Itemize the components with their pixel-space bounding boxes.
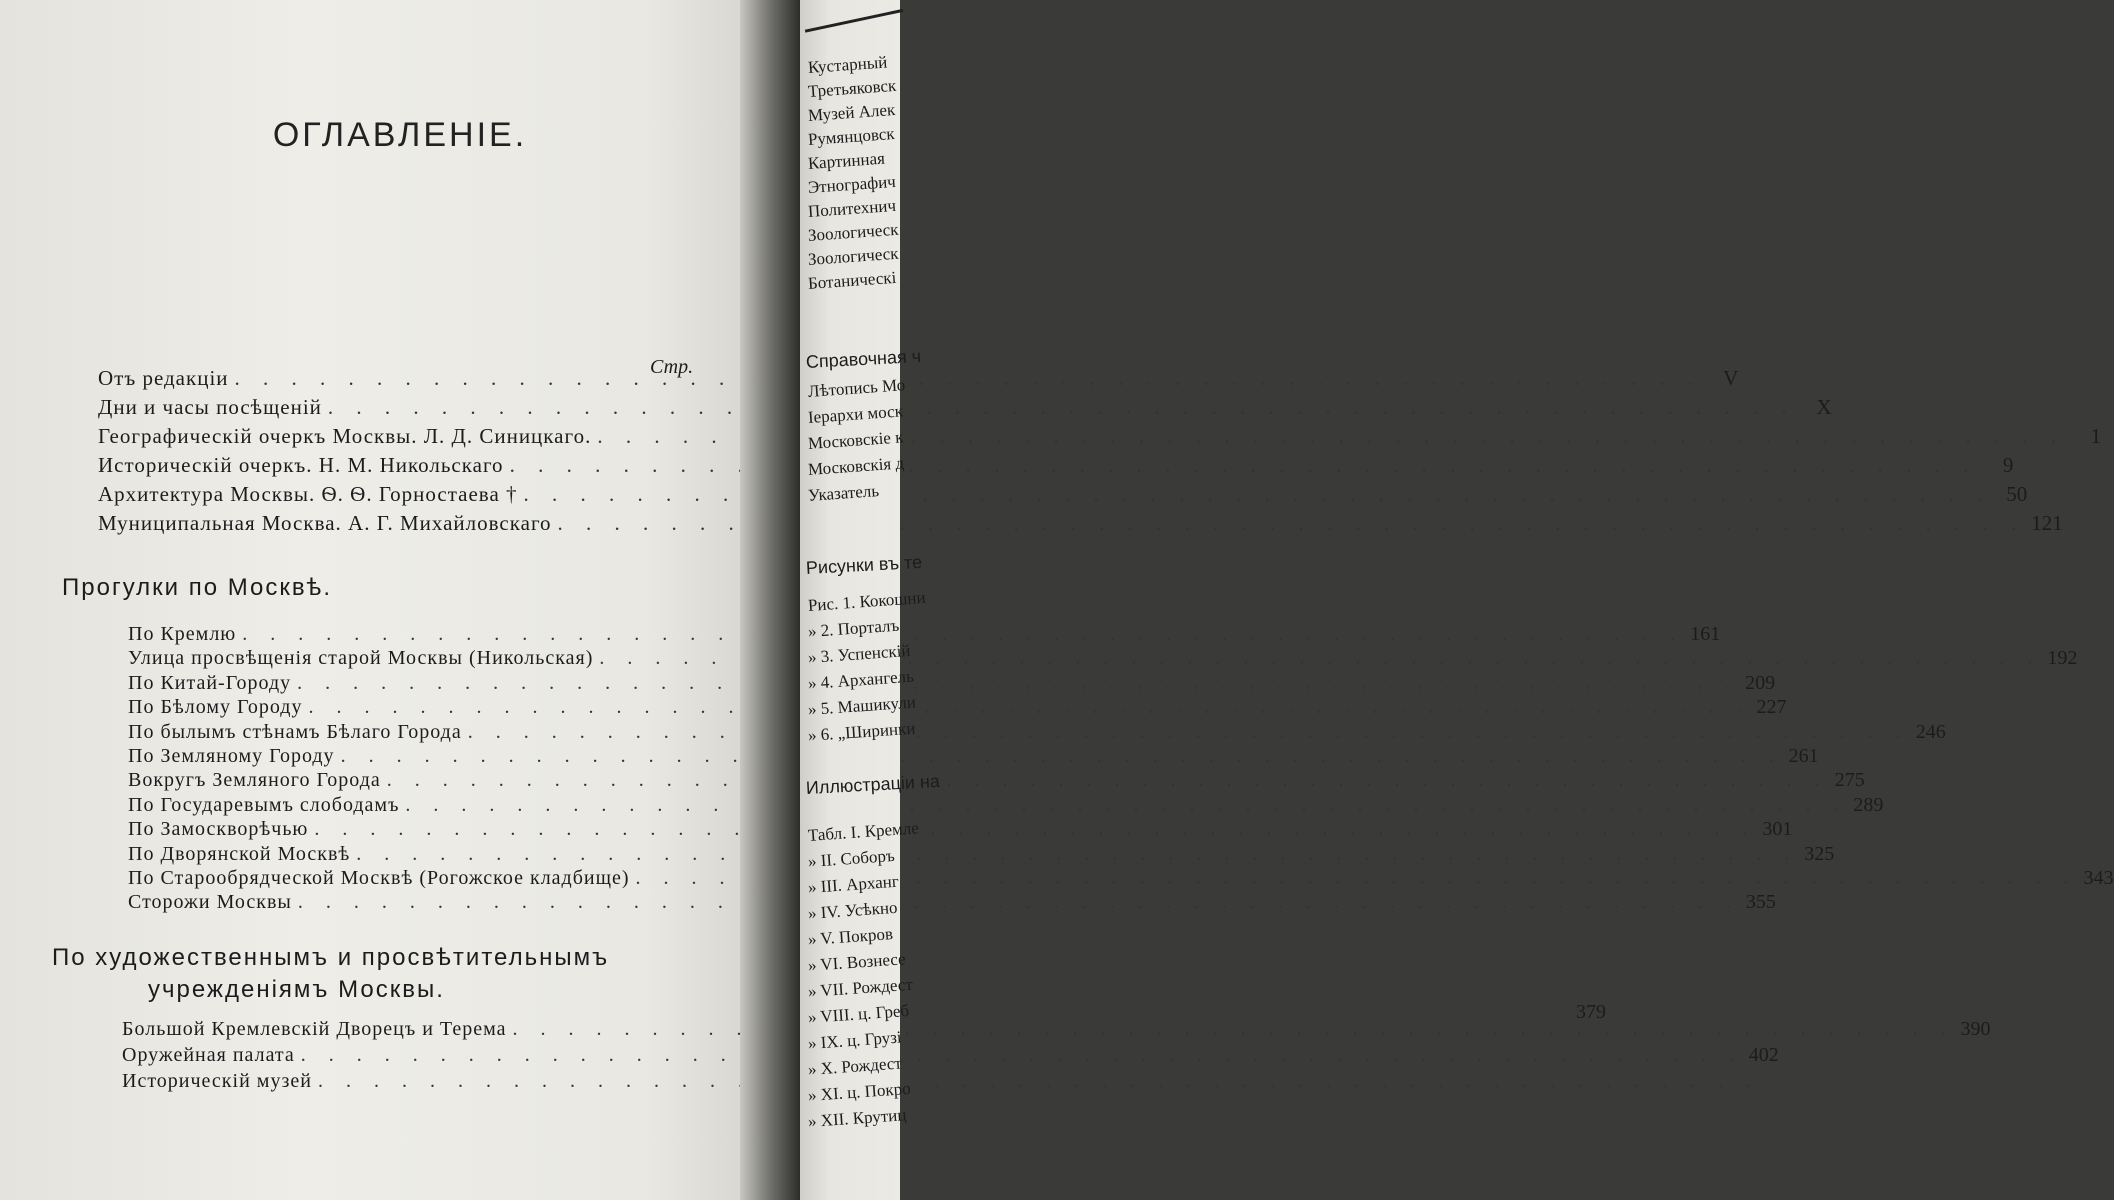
right-page-line: Зоологическ <box>807 219 900 245</box>
toc-page-number: 261 <box>1788 745 1819 767</box>
walks-section-title: Прогулки по Москвѣ. <box>62 574 332 601</box>
right-page-line: Кустарный <box>807 52 888 77</box>
toc-entry-label: Муниципальная Москва. А. Г. Михайловскаго <box>98 511 552 535</box>
toc-page-number: 227 <box>1756 696 1787 719</box>
dot-leader <box>242 622 1684 646</box>
right-page-line: » 4. Архангель <box>807 666 915 693</box>
right-page-line: » VII. Рождест <box>807 974 914 1001</box>
right-page-heading: Рисунки въ те <box>805 551 923 578</box>
toc-page-number: 275 <box>1834 769 1865 792</box>
right-page-line: » II. Соборъ <box>807 845 896 871</box>
dot-leader <box>308 695 1750 719</box>
dot-leader <box>318 1069 1760 1093</box>
dot-leader <box>405 793 1847 817</box>
right-page-heading: Справочная ч <box>805 345 922 372</box>
right-page-line: » XI. ц. Покро <box>807 1078 912 1105</box>
toc-entry[interactable] <box>98 511 2063 535</box>
toc-page-number: V <box>1723 366 1739 390</box>
toc-entry-label: Отъ редакціи <box>98 366 229 390</box>
dot-leader <box>297 671 1739 695</box>
toc-entry-label: По Бѣлому Городу <box>128 696 303 719</box>
book-gutter <box>740 0 800 1200</box>
right-page-heading: Иллюстраціи на <box>805 770 941 798</box>
toc-page-number: 301 <box>1762 818 1793 841</box>
toc-page-number: 209 <box>1745 671 1776 694</box>
toc-page-number: 50 <box>2006 482 2028 506</box>
toc-page-number: 325 <box>1804 842 1835 865</box>
toc-page-number: 379 <box>1576 1001 1606 1023</box>
right-page-line: Іерархи моск <box>807 401 904 427</box>
right-page-line: » 2. Порталъ <box>807 615 900 641</box>
right-page-line: Третьяковск <box>807 75 897 101</box>
right-page-line: Картинная <box>807 148 886 173</box>
toc-page-number: 246 <box>1915 720 1946 743</box>
right-page-line: » VI. Вознесе <box>807 949 907 975</box>
toc-page-number: 402 <box>1748 1044 1779 1066</box>
right-page-line: » V. Покров <box>807 924 894 949</box>
right-page-line: Московскія д <box>807 453 905 479</box>
right-page-line: » 6. „Ширинки <box>807 718 916 745</box>
page-column-header: Стр. <box>650 356 694 378</box>
toc-page-number: 390 <box>1960 1018 1991 1040</box>
right-page-line: » IX. ц. Грузі <box>807 1027 903 1053</box>
dot-leader <box>468 720 1910 744</box>
toc-entry-label: По Китай-Городу <box>128 671 292 694</box>
right-page-line: Музей Алек <box>807 99 896 125</box>
dot-leader <box>356 842 1798 866</box>
right-page-line: Политехнич <box>807 195 897 221</box>
toc-page-number: X <box>1816 395 1832 419</box>
right-page-line: » III. Арханг <box>807 871 900 897</box>
institutions-title-line1: По художественнымъ и просвѣтительнымъ <box>52 944 610 971</box>
toc-entry-label: По Государевымъ слободамъ <box>128 793 400 816</box>
right-page-line: Табл. I. Кремле <box>807 818 920 845</box>
page-title: ОГЛАВЛЕНІЕ. <box>272 116 528 154</box>
dot-leader <box>387 768 1829 792</box>
toc-page-number: 9 <box>2002 453 2014 477</box>
right-page-line: Московскіе к <box>807 427 904 453</box>
toc-page-number: 1 <box>2090 424 2102 448</box>
toc-entry-label: Историческій музей <box>122 1070 312 1092</box>
right-page-line: » VIII. ц. Греб <box>807 1000 910 1027</box>
dot-leader <box>328 395 1796 419</box>
toc-page-number: 289 <box>1853 793 1884 816</box>
toc-entry-label: Дни и часы посѣщеній <box>98 395 322 419</box>
dot-leader <box>314 817 1756 841</box>
toc-page-number: 192 <box>2047 647 2078 670</box>
dot-leader <box>298 890 1740 914</box>
toc-entry[interactable] <box>128 793 1884 817</box>
toc-entry-label: Улица просвѣщенія старой Москвы (Никольская) <box>128 647 594 670</box>
right-page-line: » XII. Крутиц <box>807 1105 907 1131</box>
right-page-line: » 3. Успенскій <box>807 640 912 667</box>
toc-entry-label: Вокругъ Земляного Города <box>128 769 381 792</box>
right-page-line: Лѣтопись Мо <box>807 375 906 401</box>
toc-entry-label: Оружейная палата <box>122 1044 295 1066</box>
toc-entry-label: По Кремлю <box>128 623 237 645</box>
right-page-line: Рис. 1. Кокошни <box>807 587 927 615</box>
dot-leader <box>341 744 1783 768</box>
right-page-line: Румянцовск <box>807 123 896 149</box>
toc-entry-label: Архитектура Москвы. Ѳ. Ѳ. Горностаева † <box>98 482 518 506</box>
right-page-line: Этнографич <box>807 171 897 197</box>
toc-entry-label: Сторожи Москвы <box>128 891 292 914</box>
right-page-line: » IV. Усѣкно <box>807 897 899 923</box>
toc-entry[interactable] <box>122 1069 720 1093</box>
toc-entry-label: По Старообрядческой Москвѣ (Рогожское кладбище) <box>128 867 630 889</box>
toc-page-number: 343 <box>2083 867 2114 889</box>
right-page-line: Зоологическ <box>807 243 900 269</box>
right-page-line: Указатель <box>807 481 880 505</box>
right-page-line: Ботаническі <box>807 267 897 293</box>
toc-entry[interactable] <box>128 744 1819 768</box>
dot-leader <box>513 1017 1955 1041</box>
toc-entry-label: По Дворянской Москвѣ <box>128 842 351 865</box>
toc-entry-label: Географическій очеркъ Москвы. Л. Д. Синицкаго. <box>98 424 592 448</box>
right-page-line: » X. Рождест <box>807 1053 903 1079</box>
toc-entry-label: По Земляному Городу <box>128 745 335 767</box>
right-page <box>800 0 941 1200</box>
corner-rule <box>799 0 904 33</box>
dot-leader <box>301 1043 1743 1067</box>
dot-leader <box>510 453 1978 477</box>
toc-page-number: 355 <box>1745 891 1776 914</box>
institutions-title-line2: учрежденіямъ Москвы. <box>148 976 445 1003</box>
right-page-line: » 5. Машикули <box>807 692 917 719</box>
toc-entry-label: Большой Кремлевскій Дворецъ и Терема <box>122 1018 507 1040</box>
toc-page-number: 121 <box>2031 511 2063 535</box>
toc-entry-label: Историческій очеркъ. Н. М. Никольскаго <box>98 453 504 477</box>
toc-entry-label: По Замоскворѣчью <box>128 818 309 841</box>
toc-entry-label: По былымъ стѣнамъ Бѣлаго Города <box>128 720 462 743</box>
toc-page-number: 161 <box>1690 623 1721 645</box>
dot-leader <box>235 366 1703 390</box>
